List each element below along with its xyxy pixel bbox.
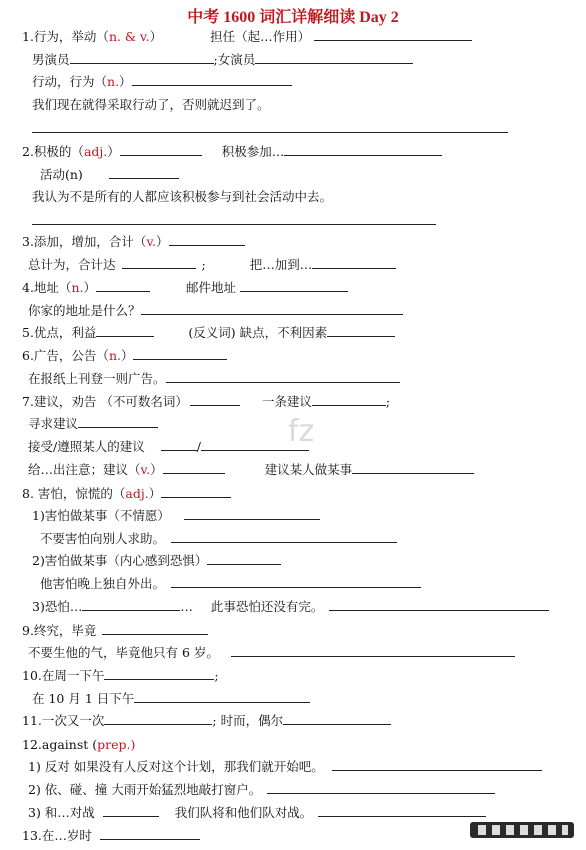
answer-line[interactable] [32,132,508,133]
item-2-sentence: 我认为不是所有的人都应该积极参与到社会活动中去。 [32,189,333,204]
item-2-line-1: 2.积极的（adj.） 积极参加… [22,143,442,161]
answer-blank[interactable] [103,804,159,817]
answer-blank[interactable] [169,233,245,246]
pos-tag: n. [71,280,84,295]
answer-blank[interactable] [184,507,320,520]
answer-blank[interactable] [190,393,240,406]
answer-blank[interactable] [161,438,197,451]
answer-line[interactable] [32,224,436,225]
item-3-line-1: 3.添加，增加，合计（v.） [22,233,245,251]
item-7-line-3: 接受/遵照某人的建议 / [28,438,309,456]
answer-blank[interactable] [166,370,400,383]
pos-tag: adj. [125,486,149,501]
answer-blank[interactable] [120,143,202,156]
pos-tag: n. [107,74,120,89]
item-9-line-1: 9.终究，毕竟 [22,622,208,640]
item-10-line-1: 10.在周一下午 ; [22,668,219,683]
item-7-line-2: 寻求建议 [28,415,158,433]
item-11-line-1: 11.一次又一次 ; 时而，偶尔 [22,712,391,730]
answer-blank[interactable] [82,598,180,611]
item-6-line-1: 6.广告，公告（n.） [22,347,227,365]
item-12-line-1: 12.against (prep.) [22,737,136,752]
item-1-line-1: 1.行为，举动（n. & v.） 担任（起…作用） [22,28,472,46]
pos-tag: v. [146,234,156,249]
answer-blank[interactable] [255,51,413,64]
answer-blank[interactable] [171,575,421,588]
pos-tag: n. [108,348,121,363]
answer-blank[interactable] [104,712,212,725]
item-1-label: 1.行为，举动（ [22,29,109,44]
item-1-sentence: 我们现在就得采取行动了，否则就迟到了。 [32,97,270,112]
item-12-line-2: 1) 反对 如果没有人反对这个计划，那我们就开始吧。 [28,758,542,776]
item-1-phrase: 担任（起…作用） [210,29,311,44]
item-8-line-4: 2)害怕做某事（内心感到恐惧） [32,552,281,570]
pos-tag: v. [140,462,151,477]
answer-blank[interactable] [96,279,150,292]
item-1-line-2: 男演员 ;女演员 [32,51,413,69]
answer-blank[interactable] [171,530,397,543]
answer-blank[interactable] [163,461,225,474]
answer-blank[interactable] [329,598,549,611]
answer-blank[interactable] [318,804,486,817]
item-2-line-2: 活动(n) [40,166,179,184]
answer-blank[interactable] [104,667,214,680]
page-dot-icon[interactable] [492,825,500,835]
item-13-line-1: 13.在…岁时 [22,827,200,845]
item-12-line-4: 3) 和…对战 我们队将和他们队对战。 [28,804,486,822]
item-4-line-2: 你家的地址是什么？ [28,302,403,320]
item-7-line-1: 7.建议，劝告 （不可数名词） 一条建议 ; [22,394,391,409]
page-dot-icon[interactable] [506,825,514,835]
answer-blank[interactable] [102,622,208,635]
item-10-line-2: 在 10 月 1 日下午 [32,690,310,708]
item-4-line-1: 4.地址（n.） 邮件地址 [22,279,348,297]
page-dot-icon[interactable] [548,825,556,835]
item-8-line-1: 8. 害怕，惊慌的（adj.） [22,485,231,503]
answer-blank[interactable] [332,758,542,771]
item-5-line-1: 5.优点，利益 (反义词) 缺点，不利因素 [22,324,395,342]
page-navigator[interactable] [470,822,574,838]
answer-blank[interactable] [78,415,158,428]
page-dot-icon[interactable] [562,825,568,835]
answer-blank[interactable] [134,690,310,703]
answer-blank[interactable] [312,393,386,406]
item-3-line-2: 总计为，合计达 ; 把…加到… [28,256,396,274]
answer-blank[interactable] [267,781,495,794]
pos-tag: prep. [97,737,131,752]
answer-blank[interactable] [240,279,348,292]
pos-tag: n. & v. [108,29,150,44]
answer-blank[interactable] [100,827,200,840]
answer-blank[interactable] [283,712,391,725]
watermark-logo: fz [288,414,315,449]
page-dot-icon[interactable] [478,825,486,835]
item-12-line-3: 2) 依、碰、撞 大雨开始猛烈地敲打窗户。 [28,781,495,799]
answer-blank[interactable] [314,28,472,41]
page-title: 中考 1600 词汇详解细读 Day 2 [187,9,399,26]
item-1-line-3: 行动，行为（n.） [32,73,292,91]
page-dot-icon[interactable] [534,825,542,835]
answer-blank[interactable] [70,51,214,64]
item-7-line-4: 给…出注意；建议（v.） 建议某人做某事 [28,461,474,479]
answer-blank[interactable] [132,73,292,86]
item-8-line-6: 3)恐怕… … 此事恐怕还没有完。 [32,598,549,616]
answer-blank[interactable] [161,485,231,498]
answer-blank[interactable] [312,256,396,269]
answer-blank[interactable] [141,302,403,315]
answer-blank[interactable] [109,166,179,179]
item-8-line-3: 不要害怕向别人求助。 [40,530,397,548]
item-8-line-5: 他害怕晚上独自外出。 [40,575,421,593]
answer-blank[interactable] [231,644,515,657]
item-8-line-2: 1)害怕做某事（不情愿） [32,507,320,525]
answer-blank[interactable] [207,552,281,565]
answer-blank[interactable] [133,347,227,360]
pos-tag: adj. [83,144,108,159]
item-9-line-2: 不要生他的气，毕竟他只有 6 岁。 [28,644,515,662]
page-dot-icon[interactable] [520,825,528,835]
item-6-line-2: 在报纸上刊登一则广告。 [28,370,400,388]
answer-blank[interactable] [122,256,196,269]
answer-blank[interactable] [352,461,474,474]
answer-blank[interactable] [96,324,154,337]
answer-blank[interactable] [284,143,442,156]
answer-blank[interactable] [327,324,395,337]
